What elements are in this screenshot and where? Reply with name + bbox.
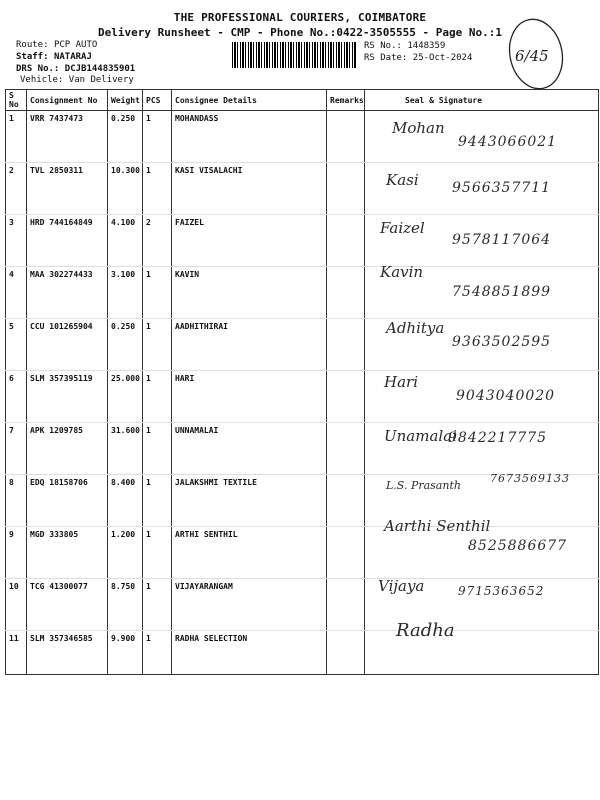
runsheet-subtitle: Delivery Runsheet - CMP - Phone No.:0422-3505555 - Page No.:1 — [98, 26, 502, 39]
cell-remarks — [327, 475, 365, 527]
signature-3 — [380, 218, 552, 248]
cell-sno: 1 — [6, 111, 27, 163]
handwritten-stamp — [505, 15, 567, 93]
cell-sno: 2 — [6, 163, 27, 215]
vehicle-value: Van Delivery — [68, 75, 134, 85]
drs-value: DCJB144835901 — [64, 64, 136, 74]
cell-consignee: JALAKSHMI TEXTILE — [172, 475, 327, 527]
col-remarks: Remarks — [327, 90, 365, 111]
staff-value: NATARAJ — [53, 52, 92, 62]
signature-phone: 9443066021 — [458, 134, 558, 150]
drs-line — [16, 64, 135, 74]
cell-consignment: VRR 7437473 — [27, 111, 108, 163]
col-sno: S No — [6, 90, 27, 111]
cell-weight: 0.250 — [108, 111, 143, 163]
stamp-text: 6/45 — [515, 47, 549, 65]
rs-no-label: RS No.: — [364, 41, 402, 51]
cell-consignment: SLM 357346585 — [27, 631, 108, 675]
cell-weight: 31.600 — [108, 423, 143, 475]
cell-pcs: 1 — [143, 579, 172, 631]
signature-phone: 9715363652 — [458, 584, 545, 598]
cell-weight: 3.100 — [108, 267, 143, 319]
cell-consignee: AADHITHIRAI — [172, 319, 327, 371]
vehicle-label: Vehicle: — [20, 75, 64, 85]
cell-remarks — [327, 631, 365, 675]
cell-sno: 4 — [6, 267, 27, 319]
col-consignee: Consignee Details — [172, 90, 327, 111]
cell-consignment: MAA 302274433 — [27, 267, 108, 319]
cell-consignment: TCG 41300077 — [27, 579, 108, 631]
cell-weight: 9.900 — [108, 631, 143, 675]
signature-1 — [392, 118, 558, 150]
cell-weight: 8.750 — [108, 579, 143, 631]
signature-name: Unamalai — [384, 427, 457, 445]
cell-remarks — [327, 423, 365, 475]
signature-name: Aarthi Senthil — [384, 517, 491, 535]
cell-consignment: APK 1209785 — [27, 423, 108, 475]
table-header-row — [6, 90, 599, 111]
cell-weight: 25.000 — [108, 371, 143, 423]
signature-phone: 8525886677 — [468, 538, 568, 554]
signature-5 — [386, 318, 552, 350]
signature-name: Mohan — [392, 119, 445, 137]
cell-consignment: TVL 2850311 — [27, 163, 108, 215]
signature-phone: 9842217775 — [448, 430, 548, 446]
cell-pcs: 1 — [143, 475, 172, 527]
cell-weight: 8.400 — [108, 475, 143, 527]
signature-11 — [396, 620, 455, 641]
barcode — [232, 42, 356, 68]
drs-label: DRS No.: — [16, 64, 60, 74]
staff-line — [16, 52, 92, 62]
col-signature: Seal & Signature — [365, 90, 599, 111]
cell-sno: 11 — [6, 631, 27, 675]
cell-remarks — [327, 527, 365, 579]
cell-consignee: KAVIN — [172, 267, 327, 319]
signature-phone: 9566357711 — [452, 180, 552, 196]
rs-date-line — [364, 53, 472, 63]
cell-consignment: EDQ 18158706 — [27, 475, 108, 527]
route-line — [16, 40, 97, 50]
cell-sno: 6 — [6, 371, 27, 423]
cell-pcs: 1 — [143, 631, 172, 675]
cell-sno: 9 — [6, 527, 27, 579]
signature-name: L.S. Prasanth — [386, 479, 461, 492]
signature-4 — [380, 262, 552, 300]
signature-10 — [378, 576, 545, 598]
cell-remarks — [327, 579, 365, 631]
signature-phone: 7548851899 — [452, 284, 552, 300]
cell-consignment: HRD 744164849 — [27, 215, 108, 267]
col-pcs: PCS — [143, 90, 172, 111]
cell-pcs: 2 — [143, 215, 172, 267]
rs-date-label: RS Date: — [364, 53, 408, 63]
cell-pcs: 1 — [143, 267, 172, 319]
cell-consignment: SLM 357395119 — [27, 371, 108, 423]
rs-date-value: 25-Oct-2024 — [412, 53, 473, 63]
page-title: THE PROFESSIONAL COURIERS, COIMBATORE — [173, 11, 427, 24]
rs-no-line — [364, 41, 445, 51]
cell-consignee: UNNAMALAI — [172, 423, 327, 475]
cell-sno: 3 — [6, 215, 27, 267]
signature-8 — [386, 472, 570, 493]
signature-name: Kavin — [380, 263, 424, 281]
staff-label: Staff: — [16, 52, 49, 62]
cell-remarks — [327, 163, 365, 215]
cell-pcs: 1 — [143, 371, 172, 423]
cell-consignment: CCU 101265904 — [27, 319, 108, 371]
cell-consignee: HARI — [172, 371, 327, 423]
signature-name: Radha — [396, 620, 455, 641]
signature-name: Kasi — [386, 171, 419, 189]
cell-sno: 5 — [6, 319, 27, 371]
signature-6 — [384, 372, 556, 404]
cell-pcs: 1 — [143, 163, 172, 215]
cell-remarks — [327, 215, 365, 267]
cell-consignee: VIJAYARANGAM — [172, 579, 327, 631]
signature-name: Hari — [384, 373, 418, 391]
cell-consignee: ARTHI SENTHIL — [172, 527, 327, 579]
signature-phone: 9578117064 — [452, 232, 552, 248]
cell-remarks — [327, 371, 365, 423]
signature-phone: 7673569133 — [490, 472, 570, 485]
cell-sno: 8 — [6, 475, 27, 527]
signature-name: Adhitya — [386, 319, 445, 337]
cell-weight: 0.250 — [108, 319, 143, 371]
signature-9 — [384, 516, 568, 554]
rs-no-value: 1448359 — [407, 41, 446, 51]
cell-consignee: KASI VISALACHI — [172, 163, 327, 215]
signature-phone: 9363502595 — [452, 334, 552, 350]
cell-remarks — [327, 111, 365, 163]
route-value: PCP AUTO — [53, 40, 98, 50]
cell-pcs: 1 — [143, 527, 172, 579]
signature-7 — [384, 426, 548, 446]
signature-name: Faizel — [380, 219, 425, 237]
cell-remarks — [327, 267, 365, 319]
signature-2 — [386, 170, 552, 196]
signature-name: Vijaya — [378, 577, 425, 595]
table-row — [6, 631, 599, 675]
cell-consignee: FAIZEL — [172, 215, 327, 267]
cell-consignee: MOHANDASS — [172, 111, 327, 163]
cell-weight: 10.300 — [108, 163, 143, 215]
cell-sno: 7 — [6, 423, 27, 475]
col-consignment: Consignment No — [27, 90, 108, 111]
cell-weight: 4.100 — [108, 215, 143, 267]
cell-remarks — [327, 319, 365, 371]
cell-pcs: 1 — [143, 423, 172, 475]
col-weight: Weight — [108, 90, 143, 111]
signature-phone: 9043040020 — [456, 388, 556, 404]
vehicle-line — [20, 75, 134, 85]
cell-pcs: 1 — [143, 319, 172, 371]
cell-pcs: 1 — [143, 111, 172, 163]
route-label: Route: — [16, 40, 49, 50]
cell-consignee: RADHA SELECTION — [172, 631, 327, 675]
cell-consignment: MGD 333805 — [27, 527, 108, 579]
cell-sno: 10 — [6, 579, 27, 631]
cell-weight: 1.200 — [108, 527, 143, 579]
